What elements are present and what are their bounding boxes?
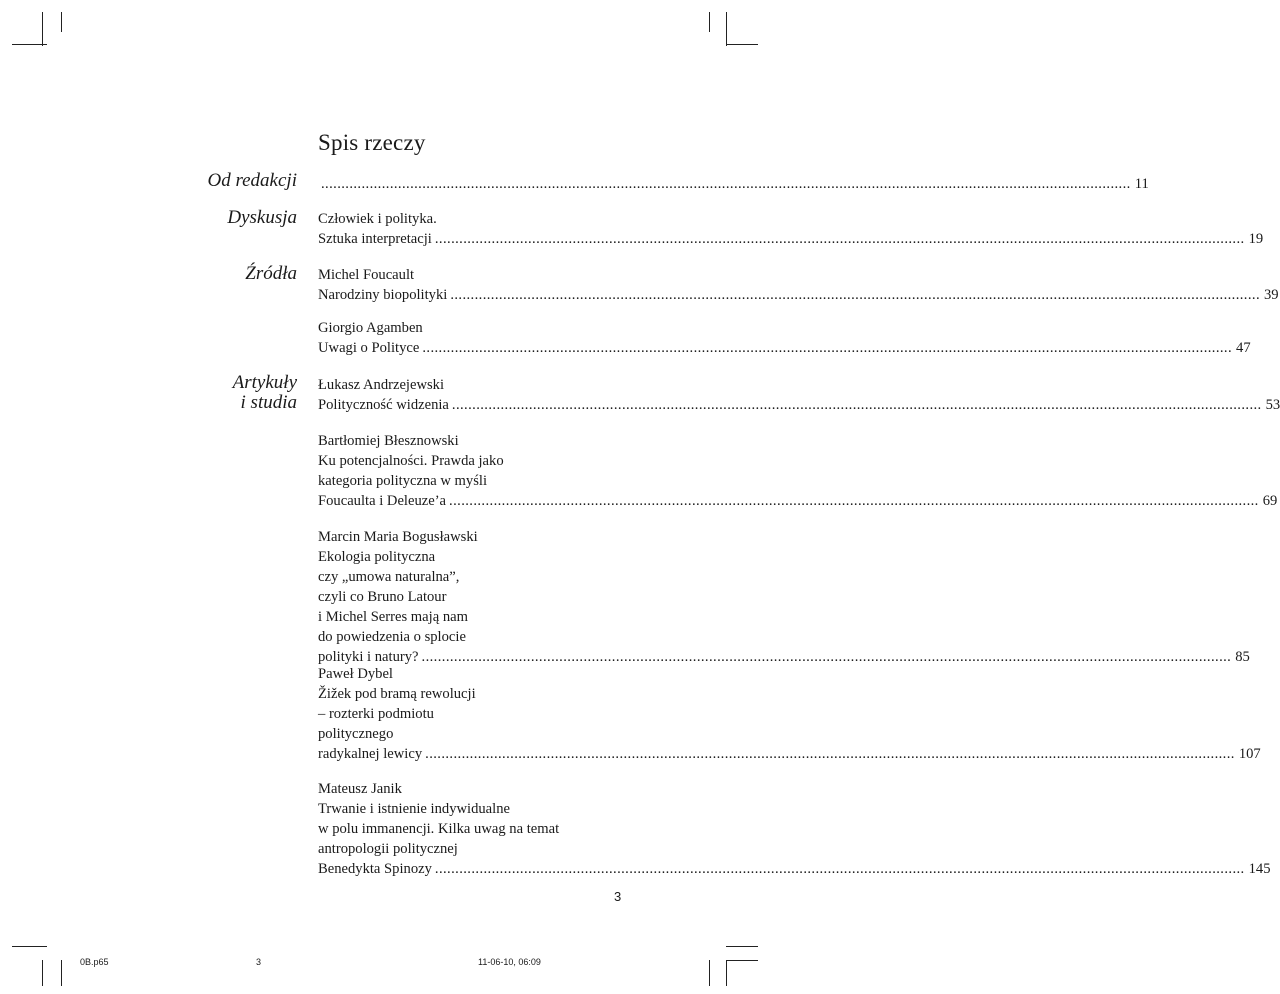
toc-entry-dybel bbox=[318, 664, 1261, 764]
toc-entry-line bbox=[318, 285, 1279, 305]
crop-mark bbox=[726, 44, 758, 45]
toc-entry-line bbox=[318, 859, 1271, 879]
toc-entry-janik bbox=[318, 779, 1271, 879]
toc-entry-title: Sztuka interpretacji bbox=[318, 231, 432, 247]
toc-page-number: 107 bbox=[1238, 746, 1261, 762]
toc-entry-line: i Michel Serres mają nam bbox=[318, 609, 468, 625]
toc-entry-line: Ekologia polityczna bbox=[318, 549, 436, 565]
toc-entry-line: Człowiek i polityka. bbox=[318, 211, 437, 227]
section-zrodla: Źródła bbox=[245, 263, 297, 284]
slug-page: 3 bbox=[256, 957, 262, 967]
dot-leader: ........................................................................................................................................................................................................ bbox=[449, 493, 1259, 509]
dot-leader: ........................................................................................................................................................................................................ bbox=[450, 287, 1260, 303]
toc-entry-foucault bbox=[318, 265, 1279, 305]
dot-leader: ........................................................................................................................................................................................................ bbox=[422, 340, 1233, 356]
toc-entry-line: Trwanie i istnienie indywidualne bbox=[318, 801, 510, 817]
toc-entry-title: Polityczność widzenia bbox=[318, 397, 449, 413]
toc-entry-title: polityki i natury? bbox=[318, 649, 419, 665]
section-artykuly-line: Artykuły bbox=[232, 372, 297, 393]
toc-entry-line bbox=[318, 338, 1251, 358]
toc-entry-line: do powiedzenia o splocie bbox=[318, 629, 466, 645]
toc-author: Giorgio Agamben bbox=[318, 320, 423, 336]
toc-entry-line: w polu immanencji. Kilka uwag na temat bbox=[318, 821, 560, 837]
section-od-redakcji: Od redakcji bbox=[207, 170, 297, 191]
page-number: 3 bbox=[614, 889, 622, 904]
dot-leader: ........................................................................................................................................................................................................ bbox=[451, 397, 1262, 413]
toc-author: Mateusz Janik bbox=[318, 781, 402, 797]
toc-entry-agamben bbox=[318, 318, 1251, 358]
toc-page-number: 85 bbox=[1235, 649, 1250, 665]
toc-entry-line: politycznego bbox=[318, 726, 394, 742]
crop-mark bbox=[12, 44, 47, 45]
section-dyskusja: Dyskusja bbox=[227, 207, 297, 228]
toc-page-number: 47 bbox=[1236, 340, 1251, 356]
crop-mark bbox=[726, 12, 727, 46]
toc-author: Marcin Maria Bogusławski bbox=[318, 529, 478, 545]
toc-entry-line: Ku potencjalności. Prawda jako bbox=[318, 453, 504, 469]
toc-entry-czlowiek-i-polityka bbox=[318, 209, 1264, 249]
toc-page-number: 69 bbox=[1262, 493, 1278, 509]
crop-mark bbox=[42, 960, 43, 986]
crop-mark bbox=[709, 960, 710, 986]
toc-entry-line: kategoria polityczna w myśli bbox=[318, 473, 487, 489]
toc-page-number: 11 bbox=[1134, 176, 1149, 192]
toc-entry-line: Žižek pod bramą rewolucji bbox=[318, 686, 476, 702]
dot-leader: ........................................................................................................................................................................................................ bbox=[434, 861, 1245, 877]
crop-mark bbox=[726, 946, 758, 947]
toc-author: Paweł Dybel bbox=[318, 666, 393, 682]
toc-entry-line bbox=[318, 491, 1278, 511]
toc-entry-title: Foucaulta i Deleuze’a bbox=[318, 493, 447, 509]
toc-page-number: 19 bbox=[1248, 231, 1264, 247]
slug-filename: 0B.p65 bbox=[80, 957, 109, 967]
section-artykuly-line: i studia bbox=[240, 392, 297, 413]
toc-entry-line: czy „umowa naturalna”, bbox=[318, 569, 460, 585]
toc-entry-blesznowski bbox=[318, 431, 1278, 511]
dot-leader: ........................................................................................................................................................................................................ bbox=[425, 746, 1235, 762]
toc-author: Michel Foucault bbox=[318, 267, 415, 283]
toc-entry-line bbox=[318, 174, 1149, 194]
toc-entry-line: – rozterki podmiotu bbox=[318, 706, 434, 722]
page-title: Spis rzeczy bbox=[318, 130, 426, 155]
toc-author: Łukasz Andrzejewski bbox=[318, 377, 445, 393]
dot-leader: ........................................................................................................................................................................................................ bbox=[321, 176, 1131, 192]
toc-entry-line bbox=[318, 229, 1264, 249]
toc-entry-line bbox=[318, 395, 1280, 415]
toc-entry-od-redakcji bbox=[318, 174, 1149, 194]
toc-entry-andrzejewski bbox=[318, 375, 1280, 415]
crop-mark bbox=[42, 12, 43, 46]
toc-author: Bartłomiej Błesznowski bbox=[318, 433, 459, 449]
toc-entry-title: Uwagi o Polityce bbox=[318, 340, 420, 356]
crop-mark bbox=[726, 960, 758, 961]
dot-leader: ........................................................................................................................................................................................................ bbox=[421, 649, 1232, 665]
toc-entry-title: radykalnej lewicy bbox=[318, 746, 423, 762]
toc-entry-boguslawski bbox=[318, 527, 1250, 667]
toc-entry-line bbox=[318, 744, 1261, 764]
section-artykuly bbox=[233, 373, 297, 413]
toc-page-number: 53 bbox=[1265, 397, 1280, 413]
toc-entry-title: Benedykta Spinozy bbox=[318, 861, 432, 877]
crop-mark bbox=[61, 960, 62, 986]
toc-entry-line: czyli co Bruno Latour bbox=[318, 589, 447, 605]
toc-entry-title: Narodziny biopolityki bbox=[318, 287, 448, 303]
toc-entry-line: antropologii politycznej bbox=[318, 841, 458, 857]
toc-page-number: 145 bbox=[1248, 861, 1271, 877]
slug-datetime: 11-06-10, 06:09 bbox=[478, 957, 541, 967]
toc-page-number: 39 bbox=[1264, 287, 1279, 303]
dot-leader: ........................................................................................................................................................................................................ bbox=[434, 231, 1245, 247]
crop-mark bbox=[709, 12, 710, 32]
crop-mark bbox=[61, 12, 62, 32]
crop-mark bbox=[726, 960, 727, 986]
crop-mark bbox=[12, 946, 47, 947]
